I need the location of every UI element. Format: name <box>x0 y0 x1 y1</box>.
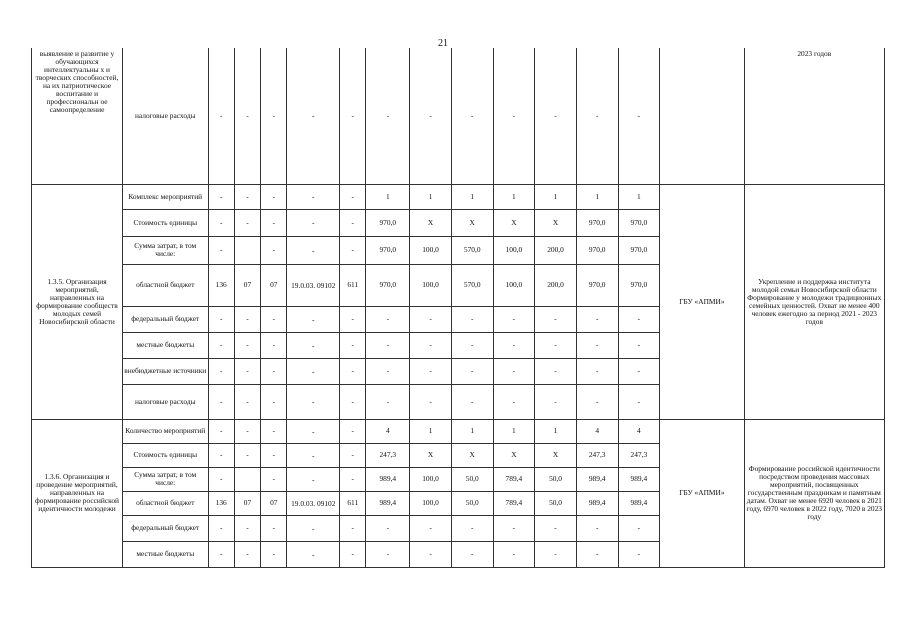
budget-code-cell: - <box>287 48 340 184</box>
indicator-label-cell: Стоимость единицы <box>123 443 209 467</box>
value-cell: - <box>366 48 410 184</box>
indicator-label-cell: местные бюджеты <box>123 541 209 567</box>
budget-code-cell: - <box>261 48 287 184</box>
value-cell: - <box>493 541 535 567</box>
value-cell: - <box>493 515 535 541</box>
budget-code-cell: - <box>208 184 234 209</box>
budget-code-cell: - <box>234 384 260 419</box>
value-cell: 4 <box>618 419 660 443</box>
value-cell: 970,0 <box>366 236 410 264</box>
value-cell: 100,0 <box>410 236 452 264</box>
value-cell: 970,0 <box>576 209 618 236</box>
value-cell: - <box>576 306 618 332</box>
budget-code-cell: - <box>261 332 287 358</box>
budget-code-cell: - <box>208 236 234 264</box>
value-cell: - <box>366 306 410 332</box>
value-cell: 50,0 <box>451 467 493 491</box>
budget-code-cell: - <box>287 184 340 209</box>
budget-code-cell: - <box>208 419 234 443</box>
value-cell: Х <box>493 443 535 467</box>
value-cell: - <box>493 358 535 384</box>
program-activities-table <box>31 48 885 568</box>
value-cell: 100,0 <box>493 236 535 264</box>
budget-code-cell: - <box>261 443 287 467</box>
value-cell: - <box>366 384 410 419</box>
budget-code-cell: - <box>340 332 366 358</box>
indicator-label-cell: внебюджетные источники <box>123 358 209 384</box>
indicator-label-cell: Сумма затрат, в том числе: <box>123 236 209 264</box>
budget-code-cell: 136 <box>208 264 234 306</box>
value-cell: - <box>618 515 660 541</box>
value-cell: 200,0 <box>535 236 577 264</box>
budget-code-cell: - <box>287 358 340 384</box>
budget-code-cell: - <box>208 306 234 332</box>
value-cell: 989,4 <box>576 491 618 515</box>
value-cell: 247,3 <box>618 443 660 467</box>
value-cell: - <box>451 515 493 541</box>
value-cell: - <box>576 515 618 541</box>
budget-code-cell: 19.0.03. 09102 <box>287 264 340 306</box>
value-cell: - <box>493 306 535 332</box>
budget-code-cell: - <box>261 184 287 209</box>
value-cell: 50,0 <box>535 467 577 491</box>
budget-code-cell: - <box>208 384 234 419</box>
value-cell: Х <box>451 209 493 236</box>
value-cell: - <box>618 358 660 384</box>
indicator-label-cell: областной бюджет <box>123 491 209 515</box>
value-cell: - <box>535 48 577 184</box>
value-cell: 1 <box>618 184 660 209</box>
value-cell: 1 <box>493 184 535 209</box>
value-cell: - <box>410 541 452 567</box>
value-cell: Х <box>493 209 535 236</box>
value-cell: - <box>576 48 618 184</box>
activity-name-cell: 1.3.5. Организация мероприятий, направленных на формирование сообществ молодых семей Новосибирской области <box>32 184 123 419</box>
expected-result-cell: Укрепление и поддержка института молодой семьи Новосибирской области Формирование у молодежи традиционных семейных ценностей. Охват не менее 400 человек ежегодно за период 2021 - 2023 годов <box>744 184 884 419</box>
budget-code-cell: 136 <box>208 491 234 515</box>
budget-code-cell: 07 <box>261 491 287 515</box>
value-cell: Х <box>451 443 493 467</box>
indicator-label-cell: Стоимость единицы <box>123 209 209 236</box>
value-cell: 1 <box>366 184 410 209</box>
indicator-label-cell: Количество мероприятий <box>123 419 209 443</box>
indicator-label-cell: налоговые расходы <box>123 384 209 419</box>
budget-code-cell: - <box>261 467 287 491</box>
budget-code-cell: - <box>234 184 260 209</box>
budget-code-cell: - <box>340 306 366 332</box>
value-cell: 1 <box>410 184 452 209</box>
budget-code-cell: - <box>208 48 234 184</box>
value-cell: 50,0 <box>535 491 577 515</box>
value-cell: 970,0 <box>576 264 618 306</box>
value-cell: 989,4 <box>618 467 660 491</box>
value-cell: - <box>618 306 660 332</box>
budget-code-cell: - <box>287 541 340 567</box>
value-cell: 970,0 <box>618 209 660 236</box>
budget-code-cell: - <box>340 515 366 541</box>
budget-code-cell: 19.0.03. 09102 <box>287 491 340 515</box>
activity-name-cell: выявление и развитие у обучающихся интеллектуальны х и творческих способностей, на их патриотическое воспитание и профессиональн ое самоопределение <box>32 48 123 184</box>
budget-code-cell: - <box>208 443 234 467</box>
value-cell: - <box>451 332 493 358</box>
budget-code-cell: - <box>287 209 340 236</box>
value-cell: 1 <box>535 419 577 443</box>
value-cell: - <box>618 48 660 184</box>
indicator-label-cell: федеральный бюджет <box>123 515 209 541</box>
budget-code-cell: - <box>340 419 366 443</box>
table-row <box>32 48 885 184</box>
indicator-label-cell: Сумма затрат, в том числе: <box>123 467 209 491</box>
value-cell: 970,0 <box>576 236 618 264</box>
budget-code-cell: - <box>340 384 366 419</box>
indicator-label-cell: федеральный бюджет <box>123 306 209 332</box>
value-cell: 50,0 <box>451 491 493 515</box>
value-cell: 989,4 <box>576 467 618 491</box>
budget-code-cell: - <box>261 209 287 236</box>
value-cell: - <box>576 358 618 384</box>
executor-cell: ГБУ «АПМИ» <box>660 419 744 567</box>
budget-code-cell: - <box>208 209 234 236</box>
value-cell: - <box>493 384 535 419</box>
budget-code-cell: - <box>208 332 234 358</box>
expected-result-cell: 2023 годов <box>744 48 884 184</box>
executor-cell: ГБУ «АПМИ» <box>660 184 744 419</box>
value-cell: - <box>535 358 577 384</box>
budget-code-cell: - <box>234 419 260 443</box>
indicator-label-cell: областной бюджет <box>123 264 209 306</box>
value-cell: - <box>410 48 452 184</box>
value-cell: - <box>535 306 577 332</box>
value-cell: 789,4 <box>493 491 535 515</box>
value-cell: 970,0 <box>366 209 410 236</box>
budget-code-cell: - <box>234 541 260 567</box>
table-row <box>32 419 885 443</box>
budget-code-cell: - <box>208 467 234 491</box>
budget-code-cell <box>234 467 260 491</box>
value-cell: - <box>618 384 660 419</box>
value-cell: - <box>366 515 410 541</box>
budget-code-cell: - <box>340 358 366 384</box>
value-cell: - <box>618 332 660 358</box>
value-cell: - <box>366 541 410 567</box>
value-cell: 989,4 <box>618 491 660 515</box>
budget-code-cell: - <box>287 443 340 467</box>
budget-code-cell: - <box>287 306 340 332</box>
value-cell: 100,0 <box>410 264 452 306</box>
value-cell: - <box>410 306 452 332</box>
value-cell: 4 <box>576 419 618 443</box>
budget-code-cell: - <box>261 419 287 443</box>
budget-code-cell: - <box>287 419 340 443</box>
value-cell: - <box>535 515 577 541</box>
value-cell: 970,0 <box>366 264 410 306</box>
budget-code-cell: - <box>340 467 366 491</box>
value-cell: - <box>535 384 577 419</box>
value-cell: 1 <box>535 184 577 209</box>
budget-code-cell: - <box>340 184 366 209</box>
activity-name-cell: 1.3.6. Организация и проведение мероприятий, направленных на формирование российской идентичности молодежи <box>32 419 123 567</box>
value-cell: Х <box>410 209 452 236</box>
page-number: 21 <box>438 38 448 49</box>
value-cell: - <box>451 384 493 419</box>
budget-code-cell: - <box>234 332 260 358</box>
budget-code-cell: - <box>261 306 287 332</box>
budget-code-cell: - <box>261 541 287 567</box>
budget-code-cell: - <box>287 467 340 491</box>
budget-code-cell: 611 <box>340 491 366 515</box>
budget-code-cell: - <box>261 384 287 419</box>
value-cell: - <box>451 306 493 332</box>
value-cell: - <box>535 541 577 567</box>
value-cell: 570,0 <box>451 264 493 306</box>
value-cell: 1 <box>493 419 535 443</box>
budget-code-cell: - <box>340 209 366 236</box>
value-cell: - <box>493 332 535 358</box>
value-cell: Х <box>410 443 452 467</box>
value-cell: 247,3 <box>366 443 410 467</box>
budget-code-cell: - <box>234 209 260 236</box>
budget-code-cell: - <box>287 515 340 541</box>
value-cell: 970,0 <box>618 264 660 306</box>
value-cell: Х <box>535 209 577 236</box>
budget-code-cell: - <box>234 358 260 384</box>
value-cell: - <box>410 332 452 358</box>
budget-code-cell: - <box>340 236 366 264</box>
value-cell: 100,0 <box>410 467 452 491</box>
value-cell: - <box>451 48 493 184</box>
indicator-label-cell: Комплекс мероприятий <box>123 184 209 209</box>
indicator-label-cell: местные бюджеты <box>123 332 209 358</box>
budget-code-cell: - <box>287 236 340 264</box>
budget-code-cell <box>234 236 260 264</box>
expected-result-cell: Формирование российской идентичности посредством проведения массовых мероприятий, посвященных государственным праздникам и памятным датам. Охват не менее 6920 человек в 2021 году, 6970 человек в 2022 году, 7020 в 2023 году <box>744 419 884 567</box>
value-cell: 570,0 <box>451 236 493 264</box>
budget-code-cell: - <box>261 358 287 384</box>
value-cell: 100,0 <box>410 491 452 515</box>
value-cell: - <box>451 541 493 567</box>
table-row <box>32 184 885 209</box>
value-cell: 789,4 <box>493 467 535 491</box>
budget-code-cell: 611 <box>340 264 366 306</box>
budget-code-cell: - <box>261 236 287 264</box>
value-cell: - <box>576 332 618 358</box>
budget-code-cell: - <box>234 515 260 541</box>
value-cell: 989,4 <box>366 467 410 491</box>
budget-code-cell: 07 <box>261 264 287 306</box>
value-cell: - <box>451 358 493 384</box>
indicator-label-cell: налоговые расходы <box>123 48 209 184</box>
value-cell: - <box>410 358 452 384</box>
value-cell: 100,0 <box>493 264 535 306</box>
value-cell: 989,4 <box>366 491 410 515</box>
value-cell: 200,0 <box>535 264 577 306</box>
value-cell: 1 <box>451 419 493 443</box>
value-cell: 1 <box>410 419 452 443</box>
budget-code-cell: - <box>234 306 260 332</box>
budget-code-cell: - <box>287 384 340 419</box>
budget-code-cell: - <box>234 48 260 184</box>
value-cell: - <box>410 384 452 419</box>
value-cell: - <box>535 332 577 358</box>
budget-code-cell: 07 <box>234 264 260 306</box>
value-cell: Х <box>535 443 577 467</box>
value-cell: 247,3 <box>576 443 618 467</box>
value-cell: 1 <box>451 184 493 209</box>
budget-code-cell: - <box>287 332 340 358</box>
value-cell: - <box>366 358 410 384</box>
value-cell: 970,0 <box>618 236 660 264</box>
budget-code-cell: - <box>340 443 366 467</box>
value-cell: - <box>366 332 410 358</box>
budget-code-cell: - <box>261 515 287 541</box>
executor-cell <box>660 48 744 184</box>
budget-code-cell: - <box>234 443 260 467</box>
value-cell: - <box>493 48 535 184</box>
value-cell: - <box>576 384 618 419</box>
value-cell: 4 <box>366 419 410 443</box>
budget-code-cell: - <box>208 515 234 541</box>
budget-code-cell: - <box>208 541 234 567</box>
value-cell: - <box>576 541 618 567</box>
value-cell: 1 <box>576 184 618 209</box>
budget-code-cell: - <box>208 358 234 384</box>
budget-code-cell: - <box>340 541 366 567</box>
budget-code-cell: 07 <box>234 491 260 515</box>
budget-code-cell: - <box>340 48 366 184</box>
value-cell: - <box>410 515 452 541</box>
value-cell: - <box>618 541 660 567</box>
